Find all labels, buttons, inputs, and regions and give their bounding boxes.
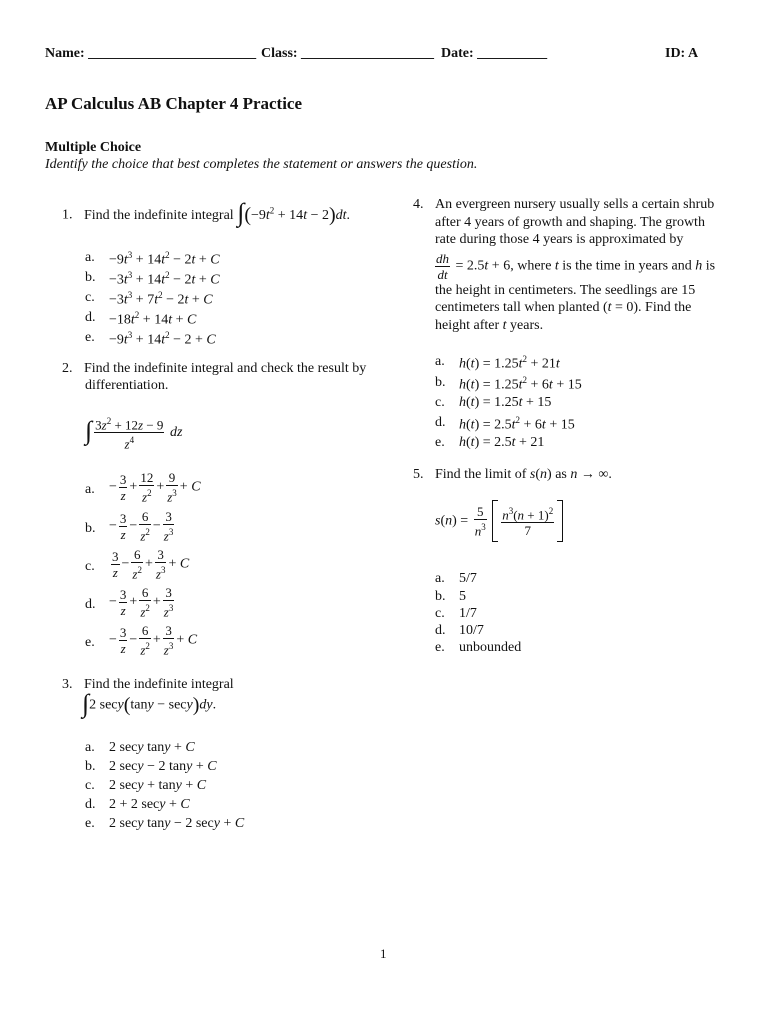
choice-2d[interactable]: d. − $\frac{3}{z}$ + $\frac{6}{z^2}$ + $\frac{3}{z^3}$ <box>85 585 174 620</box>
question-number: 3. <box>62 677 73 692</box>
choice-4c[interactable]: c. h(t) = 1.25t + 15 <box>435 395 552 410</box>
choice-4e[interactable]: e. h(t) = 2.5t + 21 <box>435 435 545 450</box>
choice-3c[interactable]: c. 2 secy + tany + C <box>85 778 207 793</box>
choice-3d[interactable]: d. 2 + 2 secy + C <box>85 797 190 812</box>
choice-2b[interactable]: b. − $\frac{3}{z}$ − $\frac{6}{z^2}$ − $\frac{3}{z^3}$ <box>85 509 174 544</box>
choice-1d[interactable]: d. $-18t^2 + 14t + C$ <box>85 310 197 328</box>
question-number: 2. <box>62 361 73 376</box>
question-text: Find the indefinite integral <box>84 677 234 692</box>
question-2 <box>62 360 382 378</box>
name-field: Name: ________________________ <box>45 46 257 61</box>
rate-equation-line: $\frac{dh}{dt}$ = 2.5t + 6, where t is the time in years and h is <box>436 250 716 282</box>
question-1 <box>62 198 382 228</box>
limit-expression: s(n) = $\frac{5}{n^3}$ $\frac{n^3(n + 1)^2}{7}$ <box>435 500 563 542</box>
question-number: 5. <box>413 467 424 482</box>
choice-2a[interactable]: a. − $\frac{3}{z}$ + $\frac{12}{z^2}$ + $\frac{9}{z^3}$ + C <box>85 470 201 505</box>
question-3 <box>62 676 382 694</box>
id-field: ID: A <box>665 46 699 61</box>
choice-5a[interactable]: a. 5/7 <box>435 571 477 586</box>
choice-3a[interactable]: a. 2 secy tany + C <box>85 740 195 755</box>
choice-5e[interactable]: e. unbounded <box>435 640 522 655</box>
question-number: 4. <box>413 197 424 212</box>
choice-4a[interactable]: a. $h(t) = 1.25t^2 + 21t$ <box>435 354 560 372</box>
question-text-line: rate during those 4 years is approximated by <box>435 232 684 248</box>
choice-1a[interactable]: a. $-9t^3 + 14t^2 - 2t + C$ <box>85 250 220 268</box>
question-text-line1: Find the indefinite integral and check the result by <box>84 361 367 376</box>
choice-2c[interactable]: c. $\frac{3}{z}$ − $\frac{6}{z^2}$ + $\frac{3}{z^3}$ + C <box>85 547 190 582</box>
date-field: Date: __________ <box>441 46 548 61</box>
choice-5c[interactable]: c. 1/7 <box>435 606 477 621</box>
choice-1b[interactable]: b. $-3t^3 + 14t^2 - 2t + C$ <box>85 270 220 288</box>
question-text: Find the indefinite integral <box>84 207 234 223</box>
question-text-line2: differentiation. <box>85 378 169 393</box>
section-heading: Multiple Choice <box>45 140 142 155</box>
question-text-line: centimeters tall when planted (t = 0). Find the <box>435 300 692 316</box>
integral-expression: $\int(-9t^2 + 14t - 2)dt$. <box>237 198 351 228</box>
choice-3e[interactable]: e. 2 secy tany − 2 secy + C <box>85 816 245 831</box>
integral-expression: ∫2 secy(tany − secy)dy. <box>82 688 217 718</box>
choice-4b[interactable]: b. $h(t) = 1.25t^2 + 6t + 15$ <box>435 375 582 393</box>
page-title: AP Calculus AB Chapter 4 Practice <box>45 94 303 113</box>
choice-2e[interactable]: e. − $\frac{3}{z}$ − $\frac{6}{z^2}$ + $\frac{3}{z^3}$ + C <box>85 623 198 658</box>
question-number: 1. <box>62 207 73 223</box>
integral-expression: ∫ $\frac{3z^2 + 12z - 9}{z^4}$ dz <box>85 415 183 452</box>
choice-4d[interactable]: d. $h(t) = 2.5t^2 + 6t + 15$ <box>435 415 575 433</box>
question-text: Find the limit of <box>435 467 527 482</box>
class-field: Class: ___________________ <box>261 46 435 61</box>
question-text-line: the height in centimeters. The seedlings are 15 <box>435 282 696 298</box>
choice-3b[interactable]: b. 2 secy − 2 tany + C <box>85 759 217 774</box>
question-text-line: after 4 years of growth and shaping. The growth <box>435 214 705 230</box>
choice-1e[interactable]: e. $-9t^3 + 14t^2 - 2 + C$ <box>85 330 216 348</box>
question-text-line: height after t years. <box>435 317 544 333</box>
question-5: 5. Find the limit of s(n) as n → ∞. <box>413 467 612 482</box>
page-number: 1 <box>380 946 387 961</box>
choice-5d[interactable]: d. 10/7 <box>435 623 484 638</box>
choice-1c[interactable]: c. $-3t^3 + 7t^2 - 2t + C$ <box>85 290 213 308</box>
instructions: Identify the choice that best completes the statement or answers the question. <box>45 157 478 172</box>
choice-5b[interactable]: b. 5 <box>435 589 466 604</box>
question-text-line: An evergreen nursery usually sells a certain shrub <box>435 197 715 212</box>
question-4 <box>413 196 723 335</box>
header-line <box>45 46 705 66</box>
